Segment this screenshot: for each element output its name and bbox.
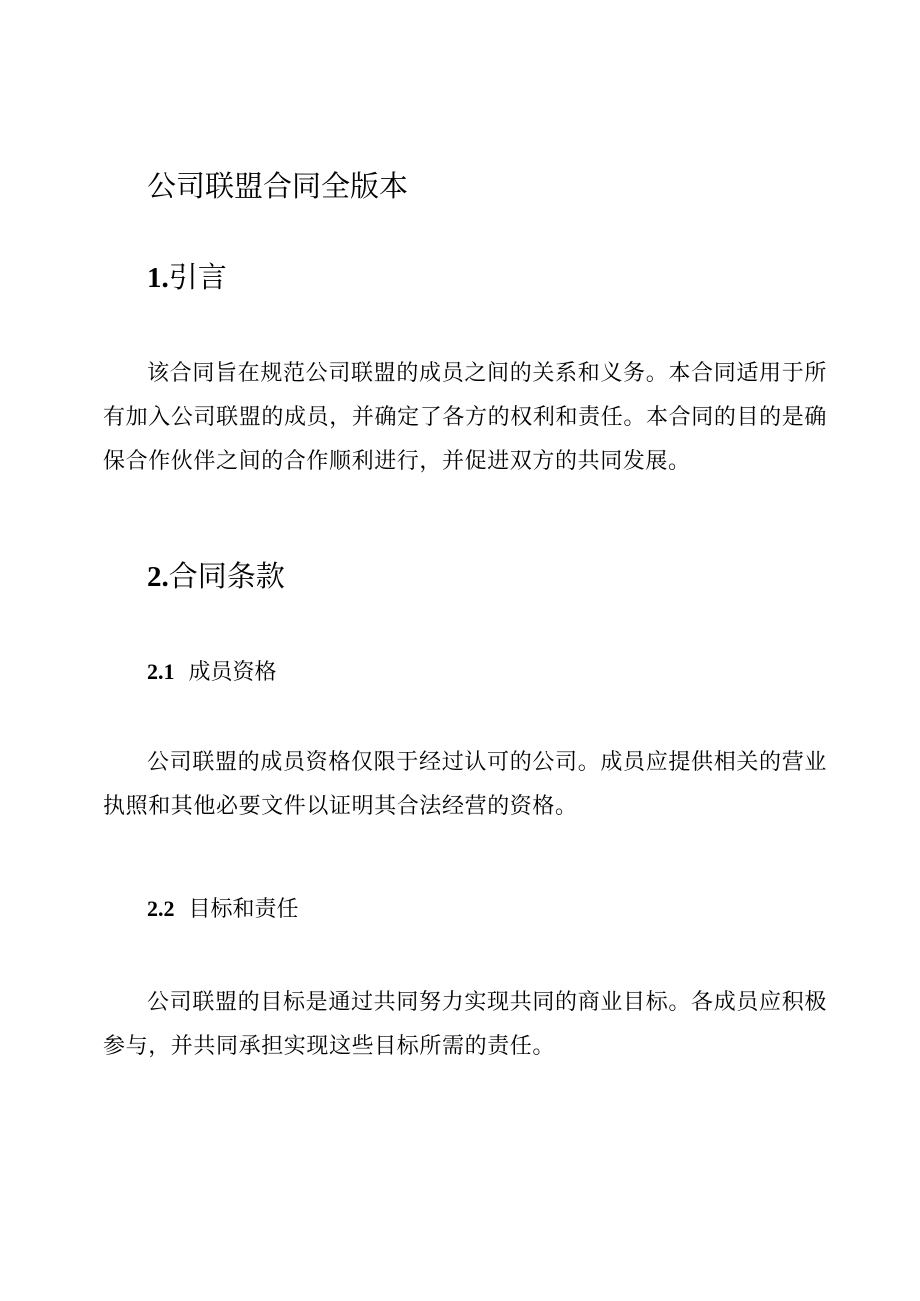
- document-title: 公司联盟合同全版本: [147, 169, 409, 203]
- subsection-title: 成员资格: [188, 660, 277, 685]
- introduction-paragraph: 该合同旨在规范公司联盟的成员之间的关系和义务。本合同适用于所有加入公司联盟的成员，并确定了各方的权利和责任。本合同的目的是确保合作伙伴之间的合作顺利进行，并促进双方的共同发展。: [103, 361, 827, 474]
- section-title: 合同条款: [168, 559, 285, 593]
- section-heading-introduction: [147, 255, 227, 300]
- section-title: 引言: [168, 260, 227, 294]
- goals-responsibilities-paragraph: 公司联盟的目标是通过共同努力实现共同的商业目标。各成员应积极参与，并共同承担实现这些目标所需的责任。: [103, 990, 827, 1059]
- subsection-number: 2.2: [147, 896, 175, 921]
- subsection-number: 2.1: [147, 659, 175, 684]
- section-number: 2.: [147, 561, 169, 593]
- subsection-title: 目标和责任: [188, 897, 299, 922]
- membership-paragraph: 公司联盟的成员资格仅限于经过认可的公司。成员应提供相关的营业执照和其他必要文件以证明其合法经营的资格。: [103, 750, 827, 819]
- section-number: 1.: [147, 262, 169, 294]
- subsection-heading-membership: [147, 655, 277, 690]
- section-heading-contract-terms: [147, 554, 285, 599]
- subsection-heading-goals-responsibilities: [147, 892, 299, 927]
